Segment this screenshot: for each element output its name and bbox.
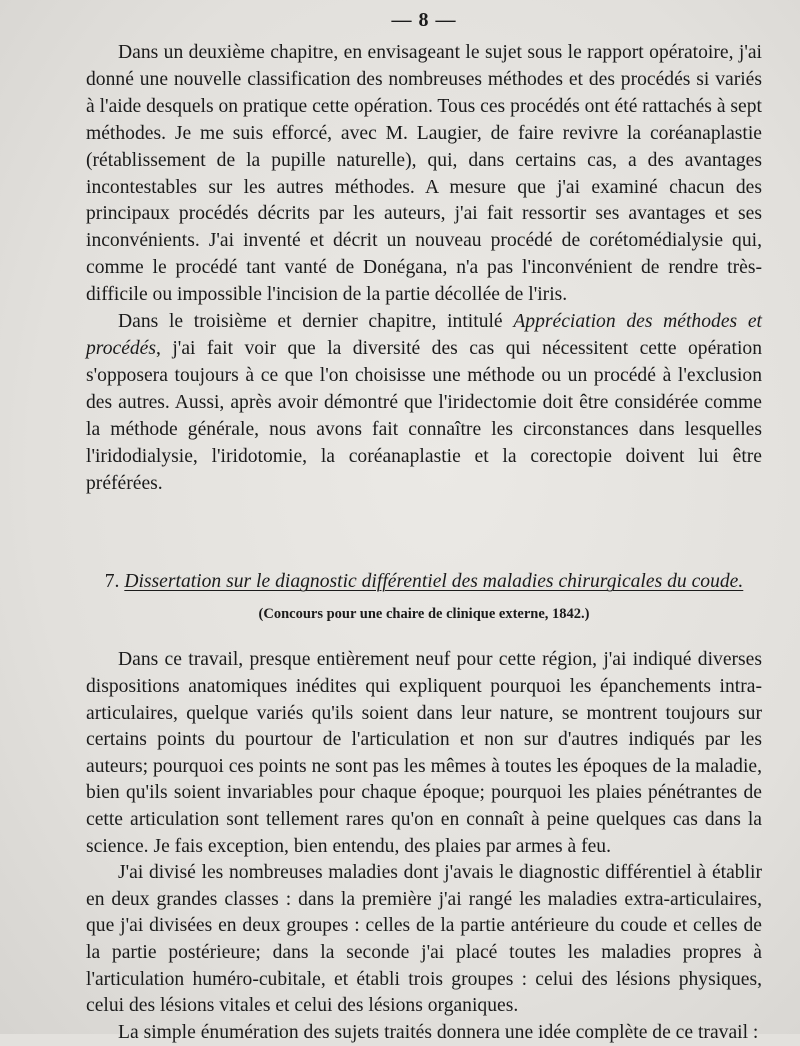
body-paragraph-3: La simple énumération des sujets traités donnera une idée complète de ce travail :	[118, 1021, 759, 1043]
intro-paragraph-2	[86, 309, 762, 497]
section-number: 7.	[104, 571, 120, 593]
body-paragraph-2: J'ai divisé les nombreuses maladies dont j'avais le diagnostic différentiel à établir en deux grandes classes : dans la première j'ai rangé les maladies extra-articulaires, que j'ai divisées en deux groupes : celles de la partie antérieure du coude et celles de la partie postérieure; dans la seconde j'ai placé toutes les maladies propres à l'articulation huméro-cubitale, et établi trois groupes : celui des lésions physiques, celui des lésions vitales et celui des lésions organiques.	[86, 862, 762, 1017]
section-note: (Concours pour une chaire de clinique externe, 1842.)	[258, 606, 590, 623]
body-paragraph-1: Dans ce travail, presque entièrement neuf pour cette région, j'ai indiqué diverses dispositions anatomiques inédites qui expliquent pourquoi les épanchements intra-articulaires, quelque variés qu'ils soient dans leur nature, se montrent toujours sur certains points du pourtour de l'articulation et non sur d'autres indiqués par les auteurs; pourquoi ces points ne sont pas les mêmes à toutes les époques de la maladie, bien qu'ils soient invariables pour chaque époque; pourquoi les plaies pénétrantes de cette articulation sont tellement rares qu'on en connaît à peine quelques cas dans la science. Je fais exception, bien entendu, des plaies par armes à feu.	[86, 649, 762, 857]
chapter-title-italic: Appréciation des méthodes et procédés	[86, 311, 762, 359]
page-number: — 8 —	[391, 9, 457, 31]
intro-paragraph-2-end: , j'ai fait voir que la diversité des cas qui nécessitent cette opération s'opposera toujours à ce que l'on choisisse une méthode ou un procédé à l'exclusion des autres. Aussi, après avoir démontré que l'iridectomie doit être considérée comme la méthode générale, nous avons fait connaître les circonstances dans lesquelles l'iridodialysie, l'iridotomie, la coréanaplastie et la corectopie doivent lui être préférées.	[86, 337, 762, 494]
intro-paragraph-2-start: Dans le troisième et dernier chapitre, intitulé	[118, 311, 514, 333]
section-heading	[86, 569, 762, 595]
intro-paragraph-1: Dans un deuxième chapitre, en envisageant le sujet sous le rapport opératoire, j'ai donné une nouvelle classification des nombreuses méthodes et des procédés si variés à l'aide desquels on pratique cette opération. Tous ces procédés ont été rattachés à sept méthodes. Je me suis efforcé, avec M. Laugier, de faire revivre la coréanaplastie (rétablissement de la pupille naturelle), qui, dans certains cas, a des avantages incontestables sur les autres méthodes. A mesure que j'ai examiné chacun des principaux procédés décrits par les auteurs, j'ai fait ressortir ses avantages et ses inconvénients. J'ai inventé et décrit un nouveau procédé de corétomédialysie qui, comme le procédé tant vanté de Donégana, n'a pas l'inconvénient de rendre très-difficile ou impossible l'incision de la partie décollée de l'iris.	[86, 42, 762, 306]
section-title: Dissertation sur le diagnostic différentiel des maladies chirurgicales du coude.	[124, 571, 744, 593]
body-section	[86, 647, 762, 1046]
intro-section	[86, 40, 762, 497]
